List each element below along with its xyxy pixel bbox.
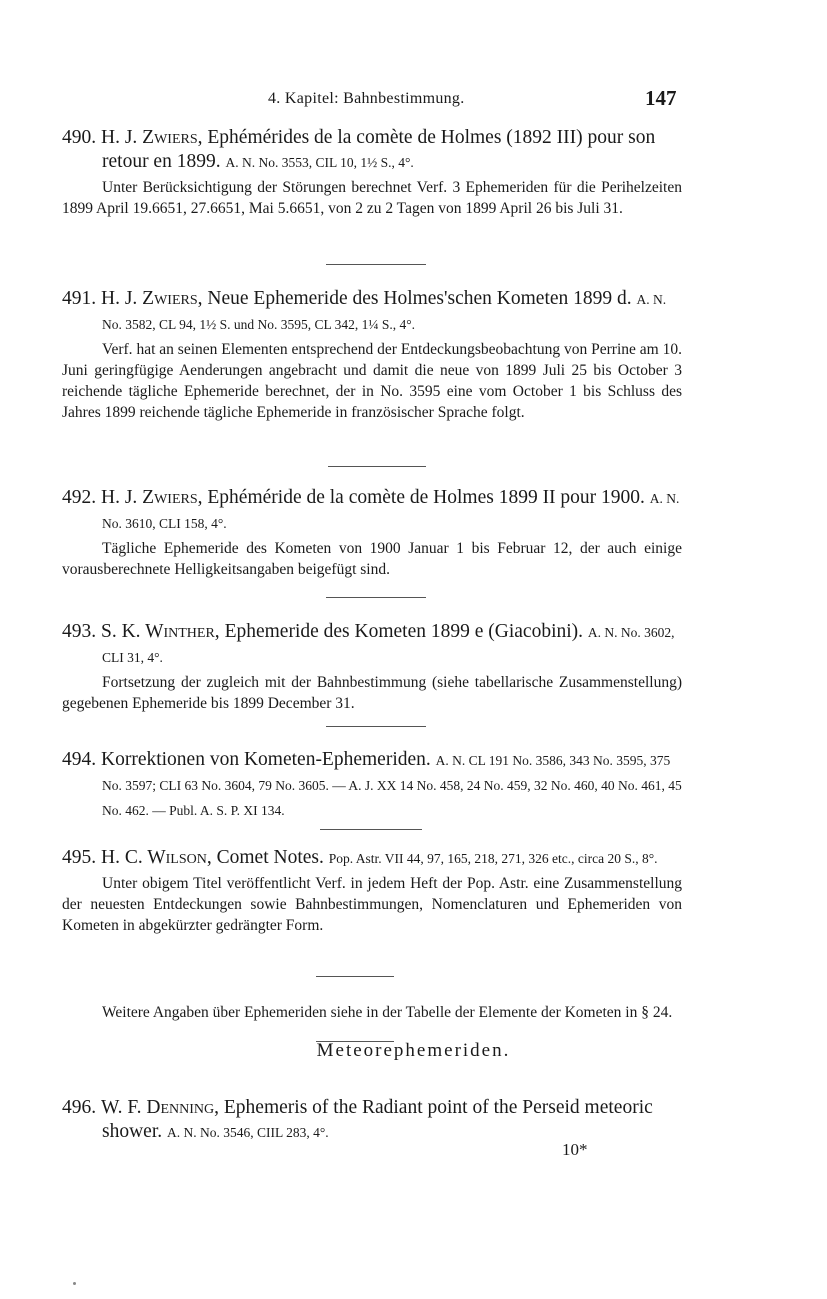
entry-heading	[62, 126, 682, 175]
entry-body: Fortsetzung der zugleich mit der Bahnbestimmung (siehe tabellarische Zusammenstellung) gegebenen Ephemeride bis 1899 December 31.	[62, 674, 682, 712]
entry-491	[62, 287, 682, 423]
entry-492	[62, 486, 682, 580]
signature-mark: 10*	[562, 1140, 588, 1159]
entry-number: 492.	[62, 487, 97, 508]
cross-reference-note	[62, 1000, 682, 1023]
entry-number: 491.	[62, 288, 97, 309]
entry-heading	[62, 620, 682, 670]
entry-heading	[62, 748, 682, 823]
running-head	[0, 86, 827, 116]
note-text: Weitere Angaben über Ephemeriden siehe in der Tabelle der Elemente der Kometen in § 24.	[102, 1004, 673, 1021]
entry-heading	[62, 1096, 682, 1145]
entry-author: H. J. Zwiers,	[101, 487, 203, 508]
entry-reference: A. N. No. 3610, CLI 158, 4°.	[102, 491, 680, 531]
entry-body: Verf. hat an seinen Elementen entsprechend der Entdeckungsbeobachtung von Perrine am 10. Juni geringfügige Aenderungen angebracht und damit die neue von 1899 Juli 25 bis October 3 reichende tägliche Ephemeride berechnet, der in No. 3595 eine vom October 1 bis Schluss des Jahres 1899 reichende tägliche Ephemeride in französischer Sprache folgt.	[62, 341, 682, 421]
margin-dot	[73, 1282, 76, 1285]
entry-title: Ephemeride des Kometen 1899 e (Giacobini).	[224, 621, 584, 642]
entry-number: 496.	[62, 1097, 97, 1118]
separator-rule	[316, 976, 394, 977]
entry-493	[62, 620, 682, 714]
entry-reference: A. N. No. 3553, CIL 10, 1½ S., 4°.	[225, 155, 414, 170]
entry-title: Ephémérides de la comète de Holmes (1892 III) pour son retour en 1899.	[102, 127, 656, 172]
separator-rule	[326, 726, 426, 727]
entry-title: Ephéméride de la comète de Holmes 1899 II pour 1900.	[207, 487, 645, 508]
entry-title: Comet Notes.	[216, 847, 324, 868]
entry-494	[62, 748, 682, 823]
entry-author: S. K. Winther,	[101, 621, 220, 642]
entry-heading	[62, 287, 682, 337]
section-title: Meteorephemeriden.	[316, 1040, 511, 1061]
entry-number: 494.	[62, 749, 97, 770]
page-number: 147	[645, 86, 677, 110]
entry-reference: A. N. No. 3602, CLI 31, 4°.	[102, 625, 675, 665]
entry-author: H. J. Zwiers,	[101, 288, 203, 309]
entry-490	[62, 126, 682, 219]
entry-author: H. J. Zwiers,	[101, 127, 203, 148]
entry-496	[62, 1096, 682, 1145]
entry-body: Unter Berücksichtigung der Störungen berechnet Verf. 3 Ephemeriden für die Perihelzeiten 1899 April 19.6651, 27.6651, Mai 5.6651, von 2 zu 2 Tagen von 1899 April 26 bis Juli 31.	[62, 179, 682, 217]
running-head-title: 4. Kapitel: Bahnbestimmung.	[268, 90, 465, 107]
separator-rule	[320, 829, 422, 830]
entry-495	[62, 846, 682, 936]
entry-title: Ephemeris of the Radiant point of the Perseid meteoric shower.	[102, 1097, 653, 1142]
separator-rule	[328, 466, 426, 467]
entry-body: Tägliche Ephemeride des Kometen von 1900 Januar 1 bis Februar 12, der auch einige vorausberechnete Helligkeitsangaben beigefügt sind.	[62, 540, 682, 578]
entry-number: 493.	[62, 621, 97, 642]
entry-author: H. C. Wilson,	[101, 847, 212, 868]
entry-reference: A. N. No. 3582, CL 94, 1½ S. und No. 3595, CL 342, 1¼ S., 4°.	[102, 292, 667, 332]
entry-heading	[62, 486, 682, 536]
entry-author: W. F. Denning,	[101, 1097, 220, 1118]
entry-title: Korrektionen von Kometen-Ephemeriden.	[101, 749, 431, 770]
separator-rule	[326, 597, 426, 598]
entry-reference: Pop. Astr. VII 44, 97, 165, 218, 271, 326 etc., circa 20 S., 8°.	[328, 851, 658, 866]
separator-rule	[326, 264, 426, 265]
entry-reference: A. N. No. 3546, CIIL 283, 4°.	[167, 1125, 329, 1140]
entry-number: 490.	[62, 127, 97, 148]
entry-body: Unter obigem Titel veröffentlicht Verf. in jedem Heft der Pop. Astr. eine Zusammenstellung der neuesten Entdeckungen sowie Bahnbestimmungen, Nomenclaturen und Ephemeriden von Kometen in abgekürzter gedrängter Form.	[62, 875, 682, 934]
entry-heading	[62, 846, 682, 871]
entry-reference: A. N. CL 191 No. 3586, 343 No. 3595, 375 No. 3597; CLI 63 No. 3604, 79 No. 3605. — A. J. XX 14 No. 458, 24 No. 459, 32 No. 460, 40 No. 461, 45 No. 462. — Publ. A. S. P. XI 134.	[102, 753, 682, 818]
entry-title: Neue Ephemeride des Holmes'schen Kometen 1899 d.	[207, 288, 632, 309]
entry-number: 495.	[62, 847, 97, 868]
